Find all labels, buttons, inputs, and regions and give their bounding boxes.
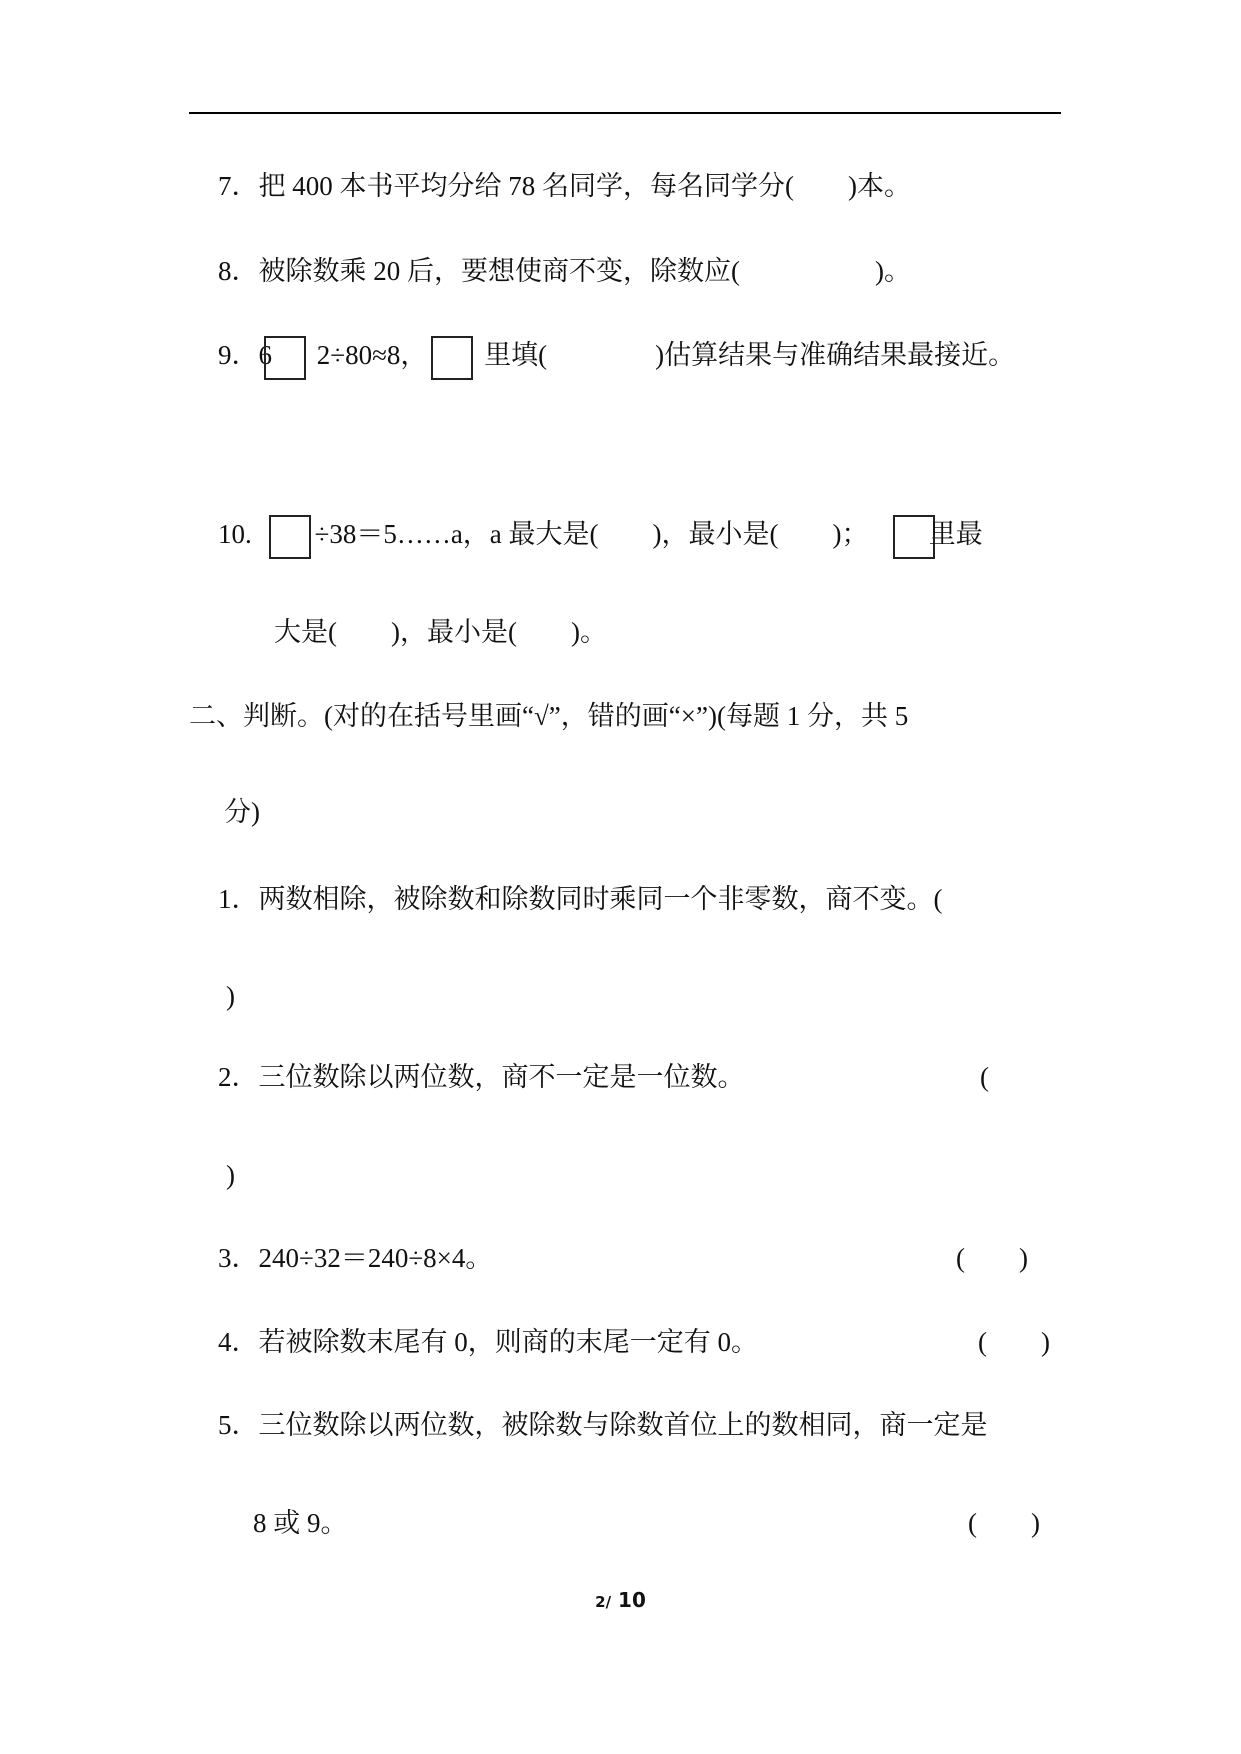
question-text: 里填( )估算结果与准确结果最接近。 bbox=[477, 340, 1016, 371]
judge-item-2 bbox=[218, 1060, 745, 1094]
question-text: 里最 bbox=[928, 519, 983, 550]
question-number: 10. bbox=[218, 519, 252, 550]
answer-box[interactable] bbox=[264, 336, 306, 380]
question-10-continued: 大是( )，最小是( )。 bbox=[274, 617, 607, 647]
judge-item-1 bbox=[218, 882, 943, 916]
page-total: 10 bbox=[611, 1588, 646, 1612]
answer-box[interactable] bbox=[431, 336, 473, 380]
judge-item-4 bbox=[218, 1325, 758, 1359]
section-title-continued: 分) bbox=[224, 797, 260, 827]
header-rule bbox=[189, 112, 1061, 114]
question-number: 1． bbox=[218, 884, 259, 914]
question-10 bbox=[218, 515, 983, 559]
answer-paren[interactable]: ( ) bbox=[968, 1508, 1040, 1538]
digit-text: 6 bbox=[258, 340, 272, 371]
question-number: 3． bbox=[218, 1243, 259, 1273]
section-title: 二、判断。(对的在括号里画“√”，错的画“×”)(每题 1 分，共 5 bbox=[189, 701, 909, 731]
question-number: 2． bbox=[218, 1062, 259, 1092]
question-8 bbox=[218, 254, 911, 288]
answer-paren[interactable]: ( ) bbox=[978, 1327, 1050, 1357]
expression-text: 2÷80≈8， bbox=[310, 340, 428, 371]
question-9 bbox=[218, 336, 1015, 380]
page-current: 2/ bbox=[595, 1593, 612, 1611]
answer-paren[interactable]: ) bbox=[226, 981, 235, 1011]
judge-item-3 bbox=[218, 1241, 492, 1275]
question-text: 三位数除以两位数，商不一定是一位数。 bbox=[258, 1062, 745, 1092]
question-text-continued: 8 或 9。 bbox=[253, 1508, 348, 1538]
question-number: 9． bbox=[218, 340, 259, 371]
answer-box[interactable] bbox=[269, 515, 311, 559]
answer-paren[interactable]: ( bbox=[980, 1062, 989, 1092]
question-text: 把 400 本书平均分给 78 名同学，每名同学分( )本。 bbox=[258, 171, 911, 201]
question-7 bbox=[218, 169, 911, 203]
question-text: 若被除数末尾有 0，则商的末尾一定有 0。 bbox=[258, 1327, 758, 1357]
question-number: 8． bbox=[218, 256, 259, 286]
judge-item-5 bbox=[218, 1408, 988, 1442]
question-text: 三位数除以两位数，被除数与除数首位上的数相同，商一定是 bbox=[258, 1410, 988, 1440]
question-number: 5． bbox=[218, 1410, 259, 1440]
question-text: 两数相除，被除数和除数同时乘同一个非零数，商不变。( bbox=[258, 884, 943, 914]
question-number: 4． bbox=[218, 1327, 259, 1357]
page-number bbox=[0, 1588, 1241, 1612]
question-text: 240÷32＝240÷8×4。 bbox=[258, 1243, 493, 1273]
answer-paren[interactable]: ( ) bbox=[956, 1243, 1028, 1273]
answer-paren[interactable]: ) bbox=[226, 1160, 235, 1190]
question-text: ÷38＝5……a，a 最大是( )，最小是( )； bbox=[314, 519, 869, 550]
question-number: 7． bbox=[218, 171, 259, 201]
question-text: 被除数乘 20 后，要想使商不变，除数应( )。 bbox=[258, 256, 911, 286]
